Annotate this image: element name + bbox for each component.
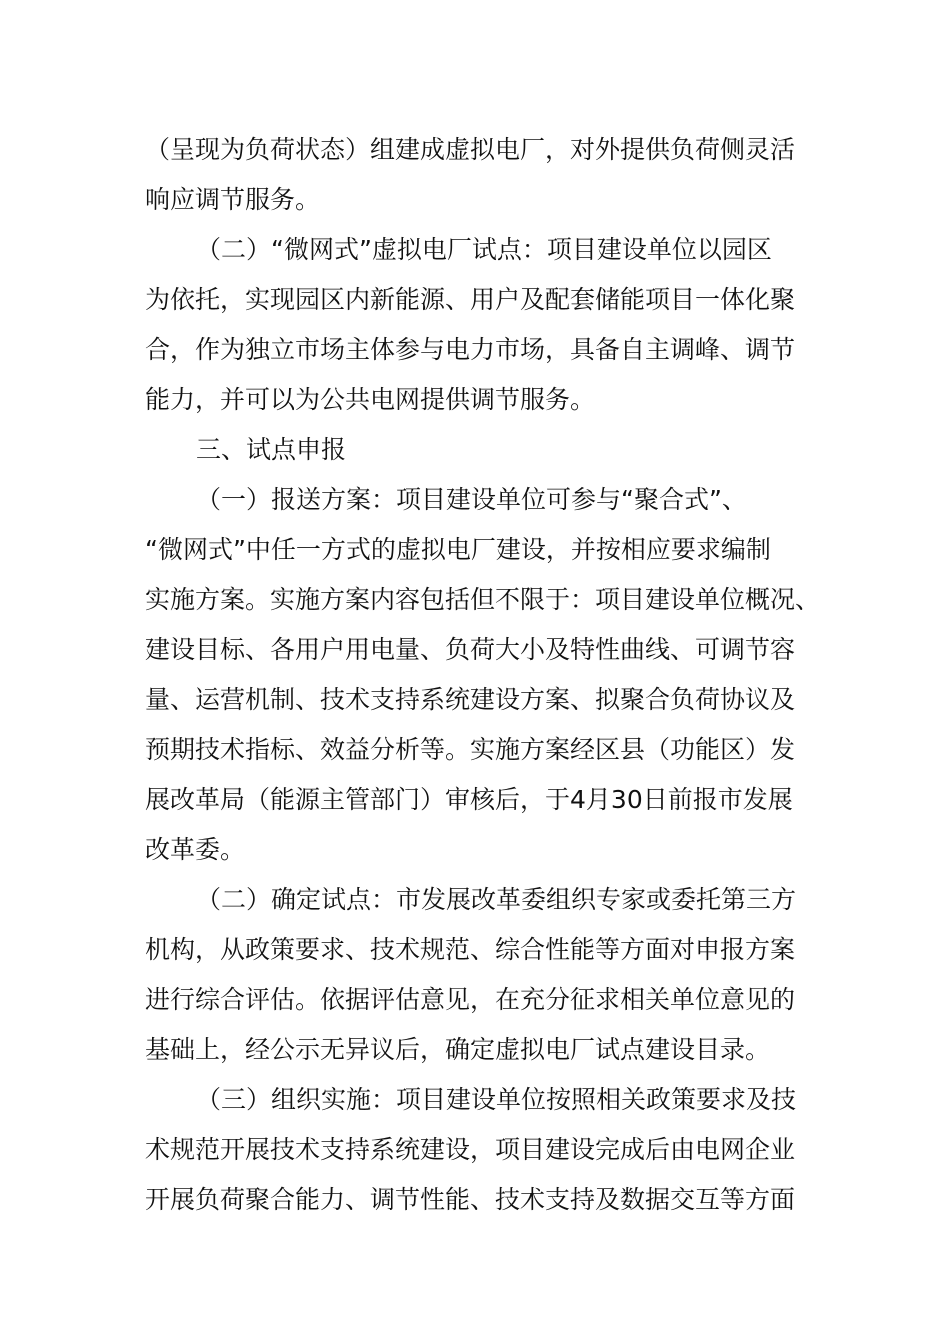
paragraph-line: 进行综合评估。依据评估意见，在充分征求相关单位意见的 — [145, 985, 796, 1014]
paragraph-line: 展改革局（能源主管部门）审核后，于4月30日前报市发展 — [145, 785, 793, 814]
paragraph-line: （二）“微网式”虚拟电厂试点：项目建设单位以园区 — [196, 235, 772, 264]
paragraph-line: 量、运营机制、技术支持系统建设方案、拟聚合负荷协议及 — [145, 685, 796, 714]
paragraph-line: “微网式”中任一方式的虚拟电厂建设，并按相应要求编制 — [145, 535, 771, 564]
paragraph-line: 响应调节服务。 — [145, 185, 321, 214]
paragraph-line: 实施方案。实施方案内容包括但不限于：项目建设单位概况、 — [145, 585, 821, 614]
paragraph-line: 为依托，实现园区内新能源、用户及配套储能项目一体化聚 — [145, 285, 796, 314]
paragraph-line: 术规范开展技术支持系统建设，项目建设完成后由电网企业 — [145, 1135, 796, 1164]
paragraph-line: （三）组织实施：项目建设单位按照相关政策要求及技 — [196, 1085, 797, 1114]
paragraph-line: 建设目标、各用户用电量、负荷大小及特性曲线、可调节容 — [145, 635, 796, 664]
paragraph-line: 机构，从政策要求、技术规范、综合性能等方面对申报方案 — [145, 935, 796, 964]
paragraph-line: 改革委。 — [145, 835, 246, 864]
paragraph-line: 基础上，经公示无异议后，确定虚拟电厂试点建设目录。 — [145, 1035, 771, 1064]
paragraph-line: （一）报送方案：项目建设单位可参与“聚合式”、 — [196, 485, 747, 514]
section-heading: 三、试点申报 — [196, 435, 347, 464]
paragraph-line: （二）确定试点：市发展改革委组织专家或委托第三方 — [196, 885, 797, 914]
paragraph-line: 能力，并可以为公共电网提供调节服务。 — [145, 385, 596, 414]
paragraph-line: 合，作为独立市场主体参与电力市场，具备自主调峰、调节 — [145, 335, 796, 364]
paragraph-line: （呈现为负荷状态）组建成虚拟电厂，对外提供负荷侧灵活 — [145, 135, 796, 164]
paragraph-line: 预期技术指标、效益分析等。实施方案经区县（功能区）发 — [145, 735, 796, 764]
paragraph-line: 开展负荷聚合能力、调节性能、技术支持及数据交互等方面 — [145, 1185, 796, 1214]
